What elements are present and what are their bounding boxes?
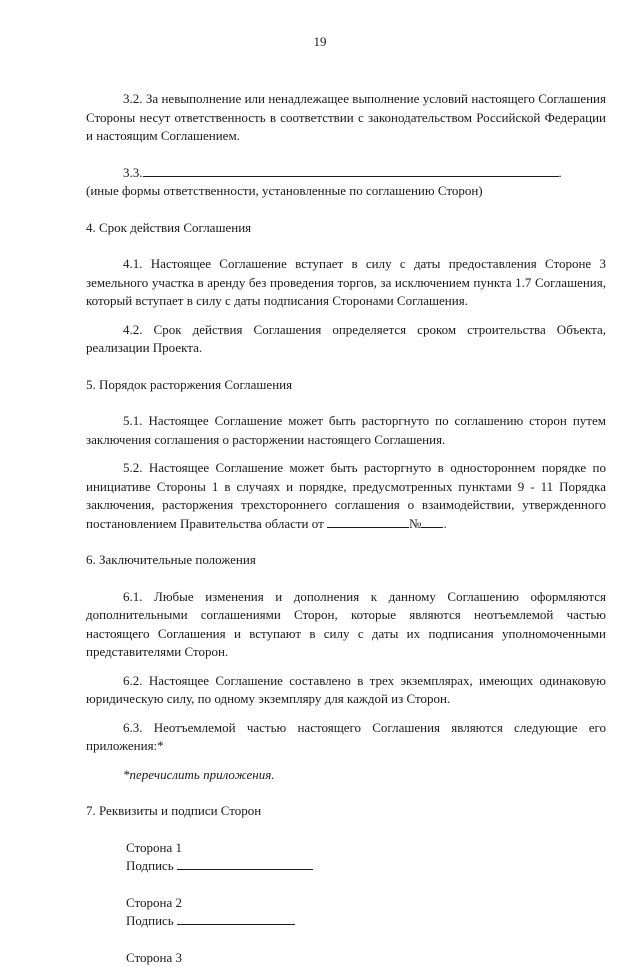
party-1-label: Сторона 1 xyxy=(86,839,606,858)
section-6-title: 6. Заключительные положения xyxy=(86,551,606,570)
clause-3-3-note: (иные формы ответственности, установленные по соглашению Сторон) xyxy=(86,182,606,201)
clause-5-2-number-sign: № xyxy=(409,516,421,531)
document-body xyxy=(86,90,606,967)
clause-3-3-end: . xyxy=(559,165,562,180)
clause-4-2: 4.2. Срок действия Соглашения определяется сроком строительства Объекта, реализации Проекта. xyxy=(86,321,606,358)
party-2-signature-row xyxy=(86,912,606,931)
clause-6-1: 6.1. Любые изменения и дополнения к данному Соглашению оформляются дополнительными соглашениями Сторон, которые являются неотъемлемой частью настоящего Соглашения и вступают в силу с даты их подписания уполномоченными представителями Сторон. xyxy=(86,588,606,662)
section-4-title: 4. Срок действия Соглашения xyxy=(86,219,606,238)
party-3-label: Сторона 3 xyxy=(86,949,606,967)
clause-5-2-date-blank xyxy=(327,516,409,528)
section-7-title: 7. Реквизиты и подписи Сторон xyxy=(86,802,606,821)
signature-line-2[interactable] xyxy=(177,913,295,925)
clause-6-2: 6.2. Настоящее Соглашение составлено в трех экземплярах, имеющих одинаковую юридическую силу, по одному экземпляру для каждой из Сторон. xyxy=(86,672,606,709)
section-5-title: 5. Порядок расторжения Соглашения xyxy=(86,376,606,395)
signature-line-1[interactable] xyxy=(177,858,313,870)
clause-4-1: 4.1. Настоящее Соглашение вступает в силу с даты предоставления Стороне 3 земельного участка в аренду без проведения торгов, за исключением пункта 1.7 Соглашения, который вступает в силу с даты подписания Сторонами Соглашения. xyxy=(86,255,606,311)
clause-5-2 xyxy=(86,459,606,533)
clause-5-1: 5.1. Настоящее Соглашение может быть расторгнуто по соглашению сторон путем заключения соглашения о расторжении настоящего Соглашения. xyxy=(86,412,606,449)
clause-3-3-label: 3.3. xyxy=(123,165,143,180)
clause-5-2-end: . xyxy=(443,516,446,531)
clause-5-2-number-blank xyxy=(421,516,443,528)
clause-6-3: 6.3. Неотъемлемой частью настоящего Соглашения являются следующие его приложения:* xyxy=(86,719,606,756)
signature-label-1: Подпись xyxy=(126,858,174,873)
party-1-signature-row xyxy=(86,857,606,876)
party-2-label: Сторона 2 xyxy=(86,894,606,913)
clause-3-3-blank xyxy=(143,165,559,177)
clause-3-3 xyxy=(86,164,606,183)
clause-5-2-text: 5.2. Настоящее Соглашение может быть расторгнуто в одностороннем порядке по инициативе Стороны 1 в случаях и порядке, предусмотренных пунктами 9 - 11 Порядка заключения, расторжения трехстороннего соглашения о взаимодействии, утвержденного постановлением Правительства области от xyxy=(86,460,606,531)
page-number: 19 xyxy=(0,34,640,50)
signature-label-2: Подпись xyxy=(126,913,174,928)
clause-3-2: 3.2. За невыполнение или ненадлежащее выполнение условий настоящего Соглашения Стороны несут ответственность в соответствии с законодательством Российской Федерации и настоящим Соглашением. xyxy=(86,90,606,146)
footnote: *перечислить приложения. xyxy=(86,766,606,785)
